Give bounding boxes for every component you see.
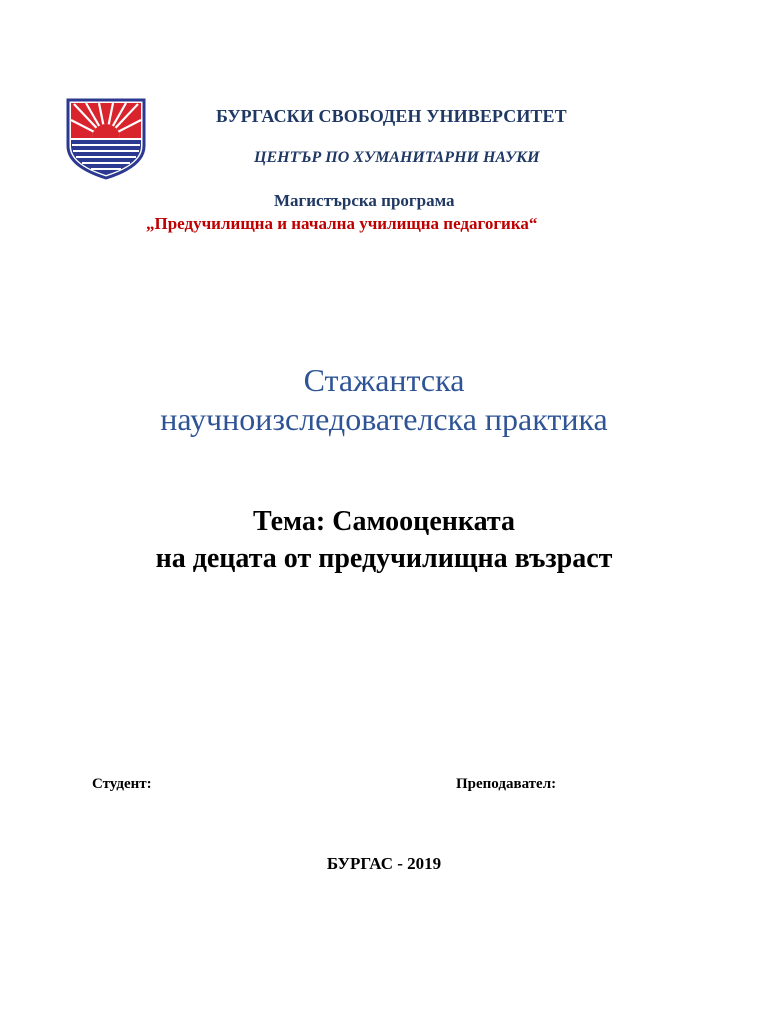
document-title-line-1: Стажантска	[303, 362, 465, 398]
university-name: БУРГАСКИ СВОБОДЕН УНИВЕРСИТЕТ	[216, 106, 567, 126]
city-year: БУРГАС - 2019	[326, 854, 442, 873]
topic-line-1: Тема: Самооценката	[253, 506, 515, 537]
topic-line-2: на децата от предучилищна възраст	[155, 543, 613, 574]
document-title-line-2: научноизследователска практика	[160, 401, 608, 437]
program-label: Магистърска програма	[274, 191, 455, 210]
teacher-label: Преподавател:	[456, 776, 557, 792]
university-crest-icon	[66, 98, 146, 180]
program-name: „Предучилищна и начална училищна педагогика“	[146, 214, 538, 233]
student-label: Студент:	[92, 776, 152, 792]
center-name: ЦЕНТЪР ПО ХУМАНИТАРНИ НАУКИ	[254, 149, 540, 166]
